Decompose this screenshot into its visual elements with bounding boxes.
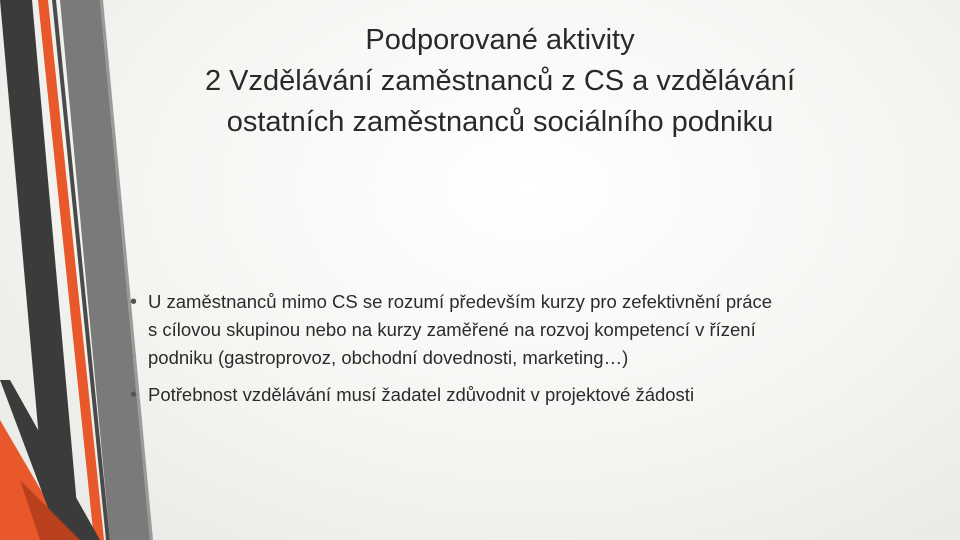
title-line-1: Podporované aktivity [365, 24, 635, 56]
title-line-3: ostatních zaměstnanců sociálního podniku [226, 106, 774, 138]
bullet-list [130, 288, 910, 418]
bullet-dot: • [130, 384, 138, 406]
bullet-item-2 [130, 381, 910, 409]
bullet-dot: • [130, 291, 138, 313]
title-line-2: 2 Vzdělávání zaměstnanců z CS a vzdělávání [205, 65, 795, 97]
bullet-1-line-1: U zaměstnanců mimo CS se rozumí především kurzy pro zefektivnění práce [148, 291, 773, 312]
bullet-1-line-3: podniku (gastroprovoz, obchodní dovednosti, marketing…) [148, 347, 629, 368]
bullet-2-line-1: Potřebnost vzdělávání musí žadatel zdůvodnit v projektové žádosti [148, 384, 695, 405]
bullet-item-1 [130, 288, 910, 372]
bullet-1-line-2: s cílovou skupinou nebo na kurzy zaměřené na rozvoj kompetencí v řízení [148, 319, 756, 340]
slide-title [150, 20, 850, 143]
